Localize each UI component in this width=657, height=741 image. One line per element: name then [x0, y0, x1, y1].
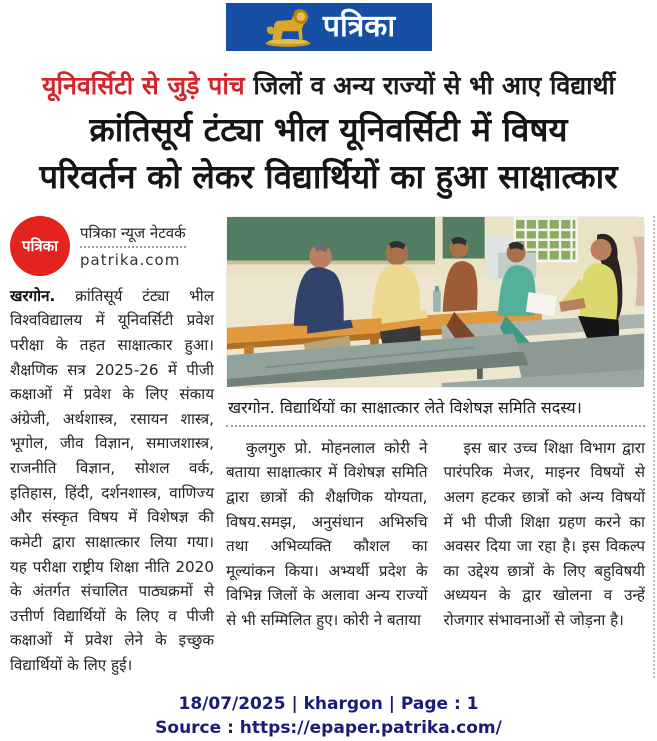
- masthead: [0, 0, 657, 51]
- kicker-headline: [0, 68, 657, 102]
- photo-caption: खरगोन. विद्यार्थियों का साक्षात्कार लेते विशेषज्ञ समिति सदस्य।: [226, 388, 645, 427]
- right-zone: [226, 216, 645, 678]
- epaper-footer: [0, 692, 657, 741]
- brand-name: पत्रिका: [322, 9, 396, 44]
- main-headline-line2: परिवर्तन को लेकर विद्यार्थियों का हुआ साक्षात्कार: [39, 156, 618, 196]
- dateline: खरगोन.: [10, 286, 56, 305]
- kicker-black-text: जिलों व अन्य राज्यों से भी आए विद्यार्थी: [253, 71, 615, 100]
- byline: [10, 216, 214, 276]
- body-columns: [226, 436, 645, 633]
- paragraph-1: [10, 284, 214, 678]
- main-headline: [0, 107, 657, 201]
- paragraph-1-text: क्रांतिसूर्य टंट्या भील विश्वविद्यालय में यूनिवर्सिटी प्रवेश परीक्षा के तहत साक्षात्कार हुआ। शैक्षणिक सत्र 2025-26 में पीजी कक्षाओं में प्रवेश के लिए संकाय अंग्रेजी, अर्थशास्त्र, रसायन शास्त्र, भूगोल, जीव विज्ञान, समाजशास्त्र, राजनीति विज्ञान, सोशल वर्क, इतिहास, हिंदी, दर्शनशास्त्र, वाणिज्य और संस्कृत विषय में विशेषज्ञ की कमेटी द्वारा साक्षात्कार लिया गया। यह परीक्षा राष्ट्रीय शिक्षा नीति 2020 के अंतर्गत संचालित पाठ्यक्रमों से उत्तीर्ण विद्यार्थियों के लिए व पीजी कक्षाओं में प्रवेश लेने के इच्छुक विद्यार्थियों के लिए हुई।: [10, 286, 214, 675]
- main-headline-line1: क्रांतिसूर्य टंट्या भील यूनिवर्सिटी में विषय: [89, 110, 568, 149]
- paragraph-2: कुलगुरु प्रो. मोहनलाल कोरी ने बताया साक्षात्कार में विशेषज्ञ समिति द्वारा छात्रों की शैक्षणिक योग्यता, विषय.समझ, अनुसंधान अभिरुचि तथा अभिव्यक्ति कौशल का मूल्यांकन किया। अभ्यर्थी प्रदेश के विभिन्न जिलों के अलावा अन्य राज्यों से भी सम्मिलित हुए। कोरी ने बताया: [226, 438, 428, 630]
- left-column: [10, 216, 214, 678]
- patrika-circle-logo: पत्रिका: [10, 216, 70, 276]
- kicker-red-text: यूनिवर्सिटी से जुड़े पांच: [42, 71, 254, 100]
- byline-meta: [80, 223, 186, 269]
- article-body: [0, 216, 655, 678]
- news-photo: [226, 216, 645, 388]
- footer-source: Source : https://epaper.patrika.com/: [155, 718, 502, 739]
- footer-date-page: 18/07/2025 | khargon | Page : 1: [178, 693, 479, 714]
- paragraph-3: इस बार उच्च शिक्षा विभाग द्वारा पारंपरिक मेजर, माइनर विषयों से अलग हटकर छात्रों को अन्य विषयों में भी पीजी शिक्षा ग्रहण करने का अवसर दिया जा रहा है। इस विकल्प का उद्देश्य छात्रों के लिए बहुविषयी अध्ययन के द्वार खोलना व उन्हें रोजगार संभावनाओं से जोड़ना है।: [443, 438, 645, 630]
- byline-network: पत्रिका न्यूज नेटवर्क: [80, 223, 186, 248]
- brand-logo-box: [226, 3, 432, 51]
- byline-website: patrika.com: [80, 250, 181, 269]
- classroom-interview-illustration: [227, 217, 644, 387]
- lion-icon: [262, 7, 314, 47]
